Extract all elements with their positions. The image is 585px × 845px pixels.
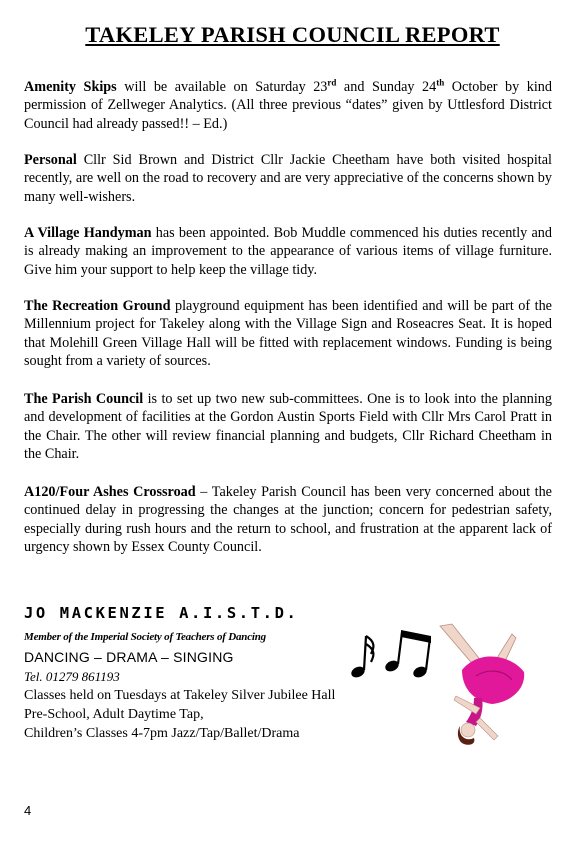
section-heading: The Parish Council (24, 391, 144, 407)
section-heading: Personal (24, 152, 77, 168)
section-heading: A120/Four Ashes Crossroad (24, 484, 196, 500)
ad-line: Classes held on Tuesdays at Takeley Silver Jubilee Hall (24, 688, 336, 703)
music-notes-icon (346, 628, 436, 680)
ad-line: Children’s Classes 4-7pm Jazz/Tap/Ballet/Drama (24, 726, 300, 741)
page-number: 4 (24, 803, 32, 818)
section-village-handyman: A Village Handyman has been appointed. Bob Muddle commenced his duties recently and is already making an improvement to the appearance of various items of village furniture. Give him your support to help keep the village tidy. (24, 225, 552, 278)
ad-telephone: Tel. 01279 861193 (24, 669, 120, 684)
section-heading: A Village Handyman (24, 225, 152, 241)
section-a120-crossroad: A120/Four Ashes Crossroad – Takeley Parish Council has been very concerned about the continued delay in progressing the changes at the junction; concern for pedestrian safety, especially during rush hours and the return to school, and frustration at the apparent lack of urgency shown by Essex County Council. (24, 484, 552, 555)
section-heading: The Recreation Ground (24, 298, 171, 314)
dancer-illustration (432, 618, 550, 748)
page-title: TAKELEY PARISH COUNCIL REPORT (85, 22, 500, 47)
ad-disciplines: DANCING – DRAMA – SINGING (24, 649, 234, 665)
ad-name: JO MACKENZIE A.I.S.T.D. (24, 604, 299, 622)
section-amenity-skips: Amenity Skips will be available on Saturday 23rd and Sunday 24th October by kind permission of Zellweger Analytics. (All three previous “dates” given by Uttlesford District Council had already passed!! – Ed.) (24, 77, 552, 132)
ad-line: Pre-School, Adult Daytime Tap, (24, 707, 204, 722)
section-parish-council: The Parish Council is to set up two new sub-committees. One is to look into the planning and development of facilities at the Gordon Austin Sports Field with Cllr Mrs Carol Pratt in the Chair. The other will review financial planning and budgets, Cllr Richard Cheetham in the Chair. (24, 391, 552, 462)
section-recreation-ground: The Recreation Ground playground equipment has been identified and will be part of the Millennium project for Takeley along with the Village Sign and Roseacres Seat. It is hoped that Molehill Green Village Hall will be fitted with replacement windows. Funding is being sought from a variety of sources. (24, 298, 552, 369)
ad-membership: Member of the Imperial Society of Teachers of Dancing (24, 631, 266, 643)
section-heading: Amenity Skips (24, 79, 117, 95)
section-personal: Personal Cllr Sid Brown and District Cllr Jackie Cheetham have both visited hospital recently, are well on the road to recovery and are very appreciative of the concerns shown by many well-wishers. (24, 152, 552, 205)
